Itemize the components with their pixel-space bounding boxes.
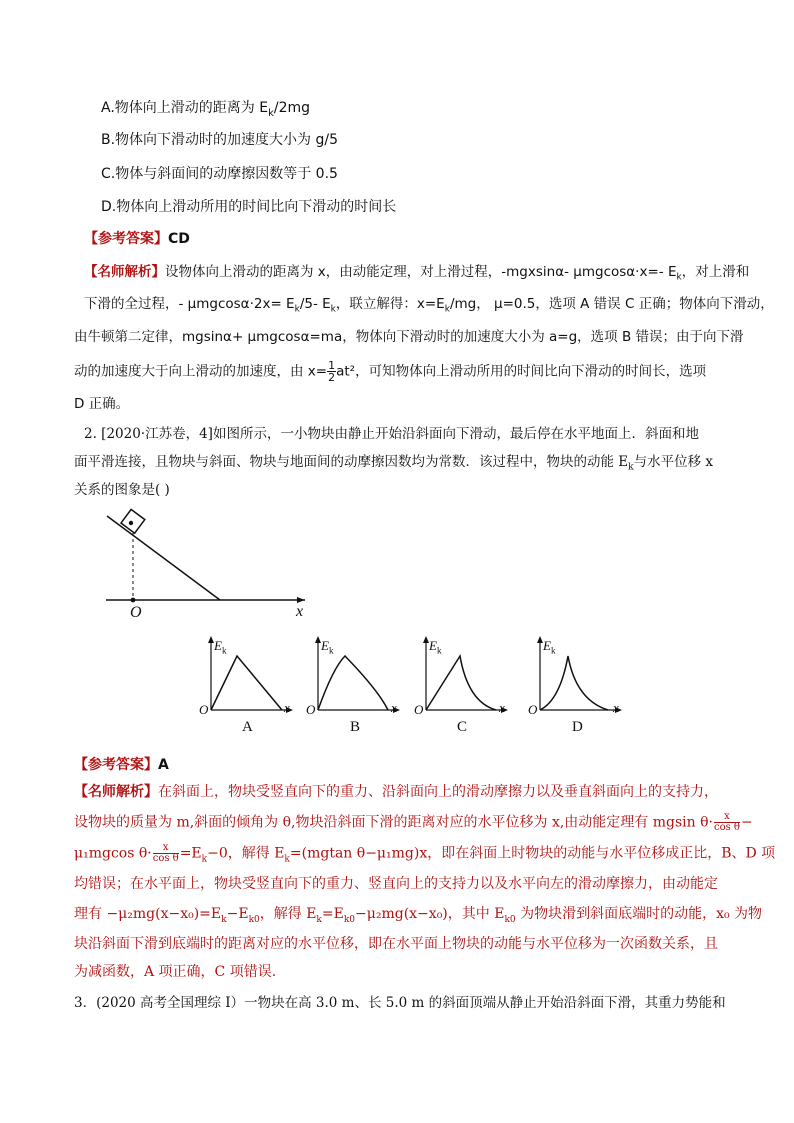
graph-a-letter: A — [242, 719, 253, 735]
q2-analysis-line-3: μ₁mgcos θ· $\frac{x}{\text{cos θ}}$ $=E_k-0$，解得 $E_k=(mgtan$ θ−μ₁mg)x，即在斜面上时物块的动能与水平位移成正比，B、D 项 — [74, 842, 776, 865]
q1-analysis-line-4: 动的加速度大于向上滑动的加速度，由 x= $\frac{1}{2}$ at²，可知物体向上滑动所用的时间比向下滑动的时间长，选项 — [74, 359, 707, 384]
q2-analysis-line-6: 块沿斜面下滑到底端时的距离对应的水平位移，即在水平面上物块的动能与水平位移为一次函数关系，且 — [74, 936, 718, 952]
graph-b-ylabel: $E_k$ — [321, 638, 334, 656]
graph-d-ylabel: $E_k$ — [543, 638, 556, 656]
q1-analysis-line-1: 【名师解析】设物体向上滑动的距离为 x，由动能定理，对上滑过程，-mgxsinα- μmgcosα·x=- $E_k$，对上滑和 — [84, 264, 750, 283]
graph-a-origin: O — [199, 702, 209, 717]
graph-d-origin: O — [528, 702, 538, 717]
incline-x-label: x — [296, 603, 304, 620]
q2-answer: 【参考答案】A — [74, 757, 169, 773]
q2-fraction-2: $\frac{x}{\text{cos θ}}$ — [152, 842, 179, 864]
graph-c-letter: C — [457, 719, 468, 735]
q2-stem-line-1: 2. [2020·江苏卷，4]如图所示，一小物块由静止开始沿斜面向下滑动，最后停在水平地面上．斜面和地 — [84, 426, 699, 442]
graph-b-origin: O — [306, 702, 316, 717]
q2-stem-line-3: 关系的图象是( ) — [74, 482, 170, 498]
q3-stem: 3．(2020 高考全国理综 I）一物块在高 3.0 m、长 5.0 m 的斜面顶端从静止开始沿斜面下滑，其重力势能和 — [74, 995, 726, 1011]
q1-option-b: B.物体向下滑动时的加速度大小为 g/5 — [101, 132, 339, 148]
q2-analysis-line-5: 理有 $-\mu_2mg(x-x_0)=E_k-E_{k0}$，解得 $E_k=E_{k0}-\mu_2mg(x-x_0)$，其中 $E_{k0}$ 为物块滑到斜面底端时的动能，x₀ 为物 — [74, 906, 763, 925]
graph-d-letter: D — [572, 719, 583, 735]
q1-answer: 【参考答案】CD — [84, 231, 190, 247]
q1-analysis-line-2: 下滑的全过程，- $\mu mgcos\alpha\cdot 2x= E_k/5-$ $E_k$，联立解得：$x=E_k/mg$， μ=0.5，选项 A 错误 C 正确；物体向下滑动， — [84, 296, 774, 315]
incline-origin-label: O — [130, 604, 142, 621]
graph-a-ylabel: $E_k$ — [214, 638, 227, 656]
q2-analysis-line-2: 设物块的质量为 m,斜面的倾角为 θ,物块沿斜面下滑的距离对应的水平位移为 x,由动能定理有 mgsin θ· $\frac{x}{\text{cos θ}}$ − — [74, 811, 753, 833]
graph-b-curve — [318, 656, 388, 710]
graph-a-xlabel: x — [284, 700, 290, 715]
graph-c-curve — [426, 656, 496, 710]
q2-analysis-line-4: 均错误；在水平面上，物块受竖直向下的重力、竖直向上的支持力以及水平向左的滑动摩擦力，由动能定 — [74, 876, 718, 892]
q1-option-c: C.物体与斜面间的动摩擦因数等于 0.5 — [101, 166, 338, 182]
q1-analysis-line-3: 由牛顿第二定律，mgsinα+ μmgcosα=ma，物体向下滑动时的加速度大小为 a=g，选项 B 错误；由于向下滑 — [74, 329, 744, 345]
graph-d-xlabel: x — [613, 700, 619, 715]
q1-option-a: A.物体向上滑动的距离为 $E_k/2mg$ — [101, 100, 311, 119]
q1-option-d: D.物体向上滑动所用的时间比向下滑动的时间长 — [101, 199, 397, 215]
q2-analysis-line-7: 为减函数，A 项正确，C 项错误. — [74, 964, 277, 980]
q1-analysis-line-5: D 正确。 — [74, 396, 130, 412]
q1-fraction: $\frac{1}{2}$ — [328, 359, 336, 384]
graph-c-ylabel: $E_k$ — [429, 638, 442, 656]
q2-analysis-line-1: 【名师解析】在斜面上，物块受竖直向下的重力、沿斜面向上的滑动摩擦力以及垂直斜面向上的支持力， — [74, 784, 718, 800]
q2-fraction-1: $\frac{x}{\text{cos θ}}$ — [714, 811, 740, 833]
graph-b-xlabel: x — [391, 700, 397, 715]
graph-b-letter: B — [350, 719, 361, 735]
graph-c-origin: O — [414, 702, 424, 717]
graph-d-curve — [540, 656, 608, 710]
q2-stem-line-2: 面平滑连接，且物块与斜面、物块与地面间的动摩擦因数均为常数．该过程中，物块的动能 $E_k$与水平位移 x — [74, 454, 714, 473]
graph-a-curve — [211, 656, 282, 710]
graph-c-xlabel: x — [499, 700, 505, 715]
